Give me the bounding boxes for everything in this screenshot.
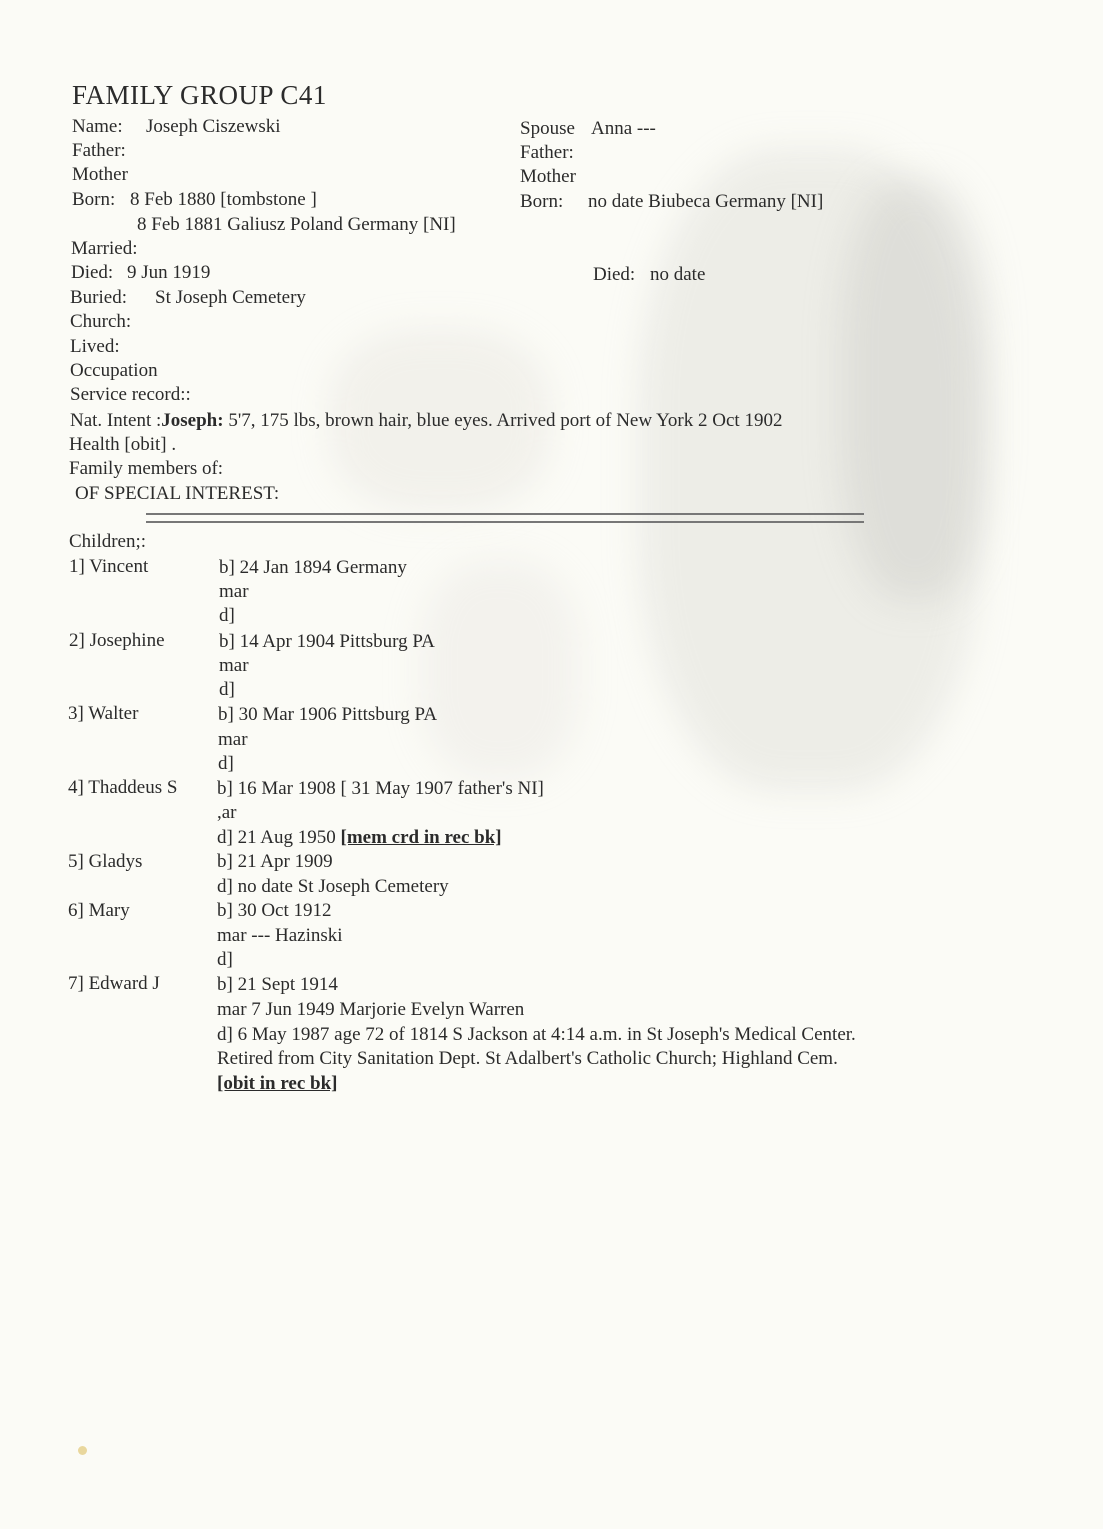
father-label: Father: bbox=[72, 140, 126, 161]
child-detail: b] 21 Apr 1909 bbox=[217, 851, 333, 872]
child-detail: b] 16 Mar 1908 [ 31 May 1907 father's NI] bbox=[217, 778, 544, 799]
child-detail: d] bbox=[219, 605, 235, 626]
child-detail: Retired from City Sanitation Dept. St Adalbert's Catholic Church; Highland Cem. bbox=[217, 1048, 838, 1069]
child-detail: d] bbox=[217, 949, 233, 970]
child-detail: mar bbox=[218, 729, 248, 750]
child-detail: mar bbox=[219, 581, 249, 602]
record-book-link[interactable]: [obit in rec bk] bbox=[217, 1073, 338, 1094]
name-label: Name: bbox=[72, 116, 123, 137]
child-detail: mar 7 Jun 1949 Marjorie Evelyn Warren bbox=[217, 999, 525, 1020]
spouse-mother-label: Mother bbox=[520, 166, 576, 187]
special-interest-label: OF SPECIAL INTEREST: bbox=[75, 483, 280, 504]
lived-label: Lived: bbox=[70, 336, 120, 357]
spouse-label: Spouse bbox=[520, 118, 575, 139]
health-label: Health [obit] . bbox=[69, 434, 177, 455]
family-members-label: Family members of: bbox=[69, 458, 224, 479]
service-record-label: Service record:: bbox=[70, 384, 191, 405]
child-detail: b] 24 Jan 1894 Germany bbox=[219, 557, 407, 578]
church-label: Church: bbox=[70, 311, 132, 332]
child-detail: mar bbox=[219, 655, 249, 676]
child-detail-line bbox=[217, 827, 502, 849]
born-value-2: 8 Feb 1881 Galiusz Poland Germany [NI] bbox=[137, 214, 456, 235]
born-label: Born: bbox=[72, 189, 116, 210]
paper-stain bbox=[420, 560, 580, 780]
born-value-1: 8 Feb 1880 [tombstone ] bbox=[130, 189, 317, 210]
child-name: 2] Josephine bbox=[69, 630, 165, 651]
spouse-died-label: Died: bbox=[593, 264, 636, 285]
child-detail: b] 21 Sept 1914 bbox=[217, 974, 338, 995]
died-value: 9 Jun 1919 bbox=[127, 262, 211, 283]
mother-label: Mother bbox=[72, 164, 128, 185]
child-name: 6] Mary bbox=[68, 900, 130, 921]
child-name: 1] Vincent bbox=[69, 556, 149, 577]
nat-intent-name: Joseph: bbox=[161, 410, 224, 431]
name-value: Joseph Ciszewski bbox=[146, 116, 281, 137]
child-name: 5] Gladys bbox=[68, 851, 143, 872]
child-detail: ,ar bbox=[217, 802, 237, 823]
child-detail: mar --- Hazinski bbox=[217, 925, 343, 946]
ink-speck bbox=[78, 1446, 87, 1455]
child-name: 7] Edward J bbox=[68, 973, 160, 994]
child-detail: b] 30 Oct 1912 bbox=[217, 900, 332, 921]
paper-stain bbox=[840, 180, 990, 600]
child-detail: d] no date St Joseph Cemetery bbox=[217, 876, 449, 897]
occupation-label: Occupation bbox=[70, 360, 158, 381]
child-detail: d] bbox=[218, 753, 234, 774]
spouse-father-label: Father: bbox=[520, 142, 574, 163]
child-detail: d] 21 Aug 1950 bbox=[217, 827, 341, 848]
buried-label: Buried: bbox=[70, 287, 127, 308]
died-label: Died: bbox=[71, 262, 114, 283]
child-detail: b] 14 Apr 1904 Pittsburg PA bbox=[219, 631, 435, 652]
spouse-value: Anna --- bbox=[591, 118, 656, 139]
child-detail: d] bbox=[219, 679, 235, 700]
children-label: Children;: bbox=[69, 531, 147, 552]
nat-intent-line bbox=[70, 410, 782, 432]
child-name: 3] Walter bbox=[68, 703, 139, 724]
child-name: 4] Thaddeus S bbox=[68, 777, 178, 798]
buried-value: St Joseph Cemetery bbox=[155, 287, 306, 308]
spouse-died-value: no date bbox=[650, 264, 706, 285]
child-detail: d] 6 May 1987 age 72 of 1814 S Jackson at 4:14 a.m. in St Joseph's Medical Center. bbox=[217, 1024, 856, 1045]
spouse-born-value: no date Biubeca Germany [NI] bbox=[588, 191, 824, 212]
married-label: Married: bbox=[71, 238, 138, 259]
nat-intent-value: 5'7, 175 lbs, brown hair, blue eyes. Arrived port of New York 2 Oct 1902 bbox=[223, 410, 783, 431]
double-rule-divider bbox=[146, 513, 864, 523]
child-detail: b] 30 Mar 1906 Pittsburg PA bbox=[218, 704, 438, 725]
page-title: FAMILY GROUP C41 bbox=[72, 80, 327, 110]
spouse-born-label: Born: bbox=[520, 191, 564, 212]
nat-intent-label: Nat. Intent : bbox=[70, 410, 162, 431]
record-book-link[interactable]: [mem crd in rec bk] bbox=[340, 827, 502, 848]
